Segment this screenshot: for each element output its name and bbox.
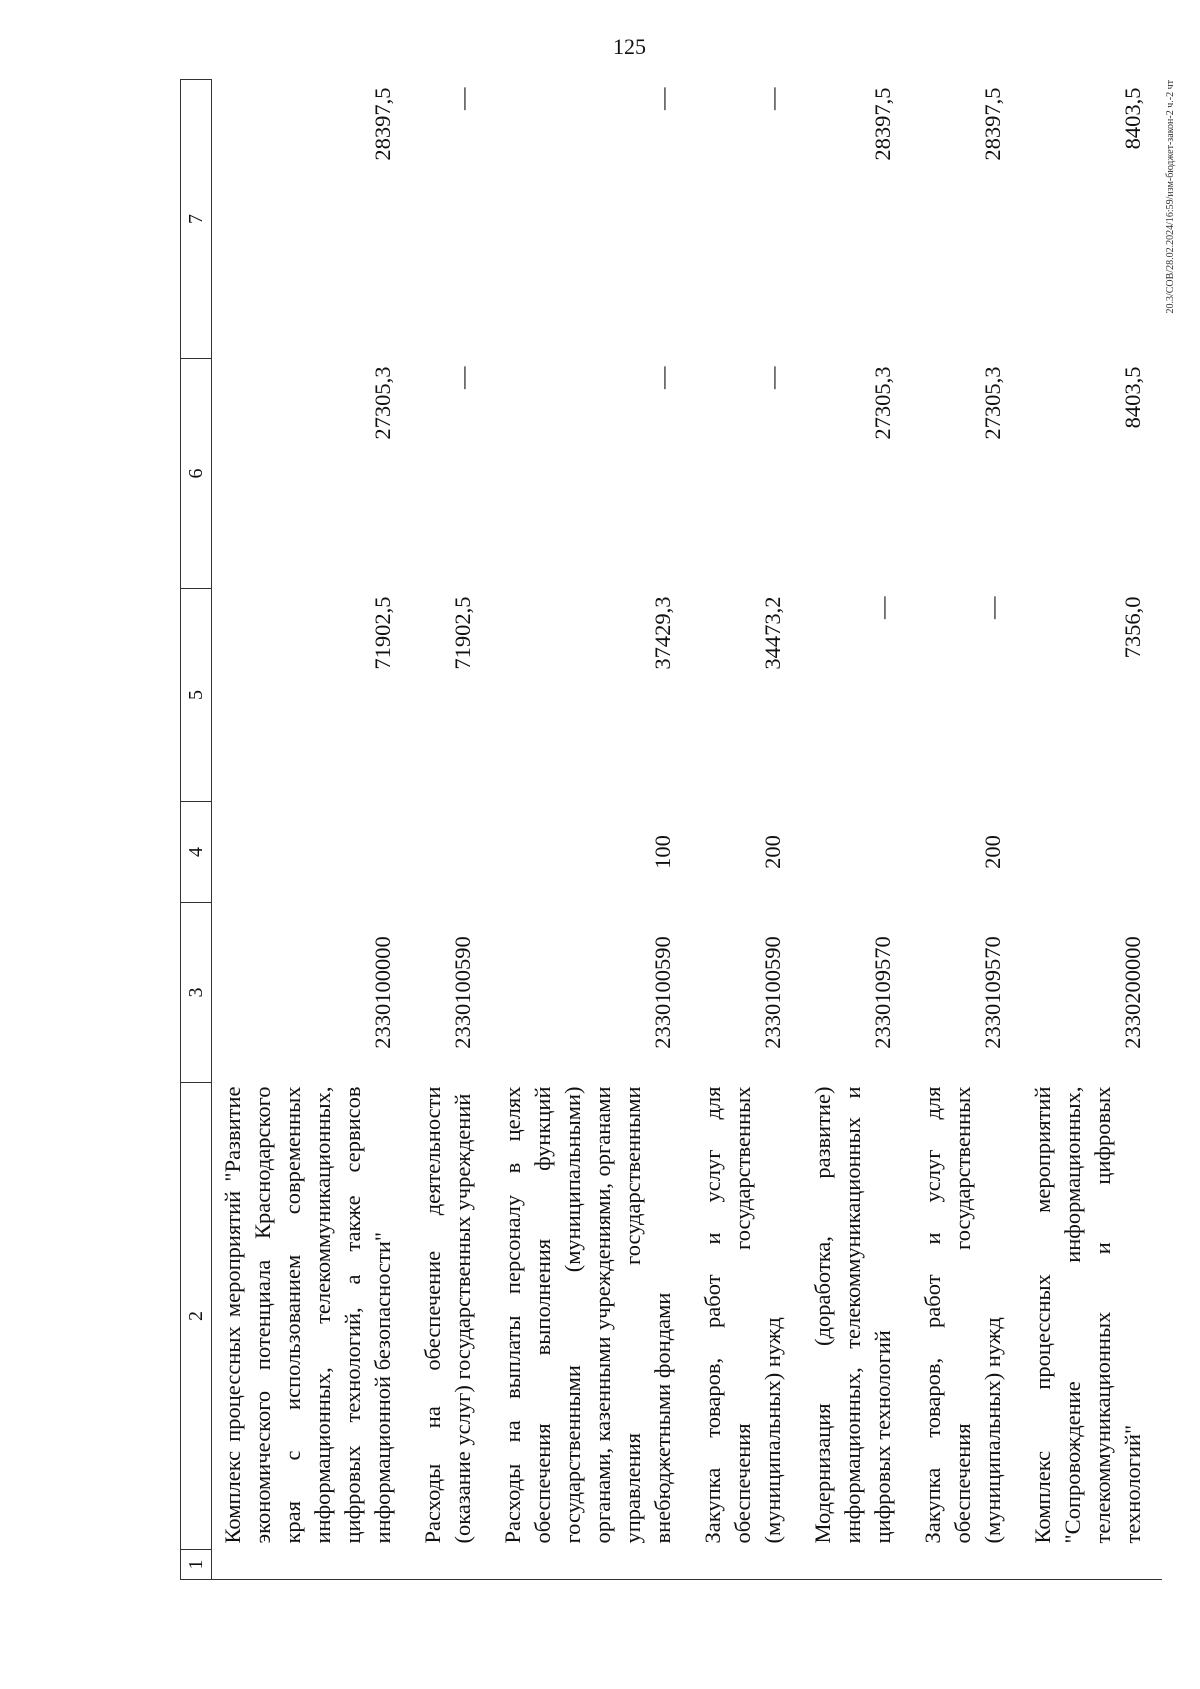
table-row <box>492 80 692 1580</box>
row-value-6: 27305,3 <box>980 366 1005 440</box>
row-value-6: 8403,5 <box>1120 366 1145 429</box>
row-col1 <box>412 1550 492 1580</box>
row-code: 2330100590 <box>760 936 785 1049</box>
row-code: 2330200000 <box>1120 936 1145 1049</box>
row-value-5: 71902,5 <box>450 596 475 670</box>
table-row <box>802 80 912 1580</box>
row-type: 200 <box>980 835 1005 869</box>
row-col1 <box>492 1550 692 1580</box>
row-description: Закупка товаров, работ и услуг для обеспечения государственных (муниципальных) нужд <box>920 1086 1005 1544</box>
table-row <box>212 80 413 1580</box>
table-row <box>412 80 492 1580</box>
row-description: Комплекс процессных мероприятий "Развитие экономического потенциала Краснодарского края с использованием современных информационных, телекоммуникационных, цифровых технологий, а также сервисов информационной безопасности" <box>220 1086 395 1544</box>
row-description: Расходы на выплаты персоналу в целях обеспечения выполнения функций государственными (муниципальными) органами, казенными учреждениями, органами управления государственными внебюджетными фондами <box>500 1086 675 1544</box>
row-type <box>212 802 413 903</box>
header-col-5: 5 <box>181 589 212 802</box>
header-col-2: 2 <box>181 1083 212 1550</box>
budget-table <box>180 79 1162 1580</box>
row-value-7: — <box>650 87 675 110</box>
row-type <box>412 802 492 903</box>
row-description: Модернизация (доработка, развитие) информационных, телекоммуникационных и цифровых технологий <box>810 1086 895 1544</box>
header-col-6: 6 <box>181 359 212 589</box>
row-type <box>802 802 912 903</box>
row-code: 2330100590 <box>450 936 475 1049</box>
row-value-5: — <box>980 596 1005 619</box>
row-description: Закупка товаров, работ и услуг для обеспечения государственных (муниципальных) нужд <box>700 1086 785 1544</box>
row-value-7: — <box>450 87 475 110</box>
row-value-5: 34473,2 <box>760 596 785 670</box>
row-col1 <box>912 1550 1022 1580</box>
row-code: 2330109570 <box>980 936 1005 1049</box>
row-code: 2330100000 <box>370 936 395 1049</box>
row-type: 200 <box>760 835 785 869</box>
row-col1 <box>802 1550 912 1580</box>
header-col-7: 7 <box>181 80 212 359</box>
row-col1 <box>692 1550 802 1580</box>
table-row <box>1022 80 1162 1580</box>
document-footer: 20.3/СОВ/28.02.2024/16:59/изм-бюджет-закон-2 ч.-2 чт <box>1165 80 1176 314</box>
table-row <box>912 80 1022 1580</box>
page-number: 125 <box>613 34 646 59</box>
row-value-5: 71902,5 <box>370 596 395 670</box>
row-type <box>1022 802 1162 903</box>
row-value-6: 27305,3 <box>370 366 395 440</box>
row-value-7: 28397,5 <box>980 87 1005 161</box>
row-value-6: 27305,3 <box>870 366 895 440</box>
row-value-7: 8403,5 <box>1120 87 1145 150</box>
header-col-1: 1 <box>181 1550 212 1580</box>
row-value-6: — <box>450 366 475 389</box>
row-value-7: 28397,5 <box>370 87 395 161</box>
row-value-7: — <box>760 87 785 110</box>
row-value-6: — <box>760 366 785 389</box>
table-row <box>692 80 802 1580</box>
rotated-page <box>180 80 1176 1580</box>
row-value-5: 37429,3 <box>650 596 675 670</box>
header-row <box>181 80 212 1580</box>
row-value-6: — <box>650 366 675 389</box>
row-col1 <box>212 1550 413 1580</box>
header-col-3: 3 <box>181 903 212 1083</box>
row-description: Комплекс процессных мероприятий "Сопровождение информационных, телекоммуникационных и цифровых технологий" <box>1030 1086 1145 1544</box>
row-value-7: 28397,5 <box>870 87 895 161</box>
row-type: 100 <box>650 835 675 869</box>
row-description: Расходы на обеспечение деятельности (оказание услуг) государственных учреждений <box>420 1086 475 1544</box>
row-value-5: 7356,0 <box>1120 596 1145 659</box>
row-value-5: — <box>870 596 895 619</box>
row-code: 2330109570 <box>870 936 895 1049</box>
row-col1 <box>1022 1550 1162 1580</box>
header-col-4: 4 <box>181 802 212 903</box>
row-code: 2330100590 <box>650 936 675 1049</box>
